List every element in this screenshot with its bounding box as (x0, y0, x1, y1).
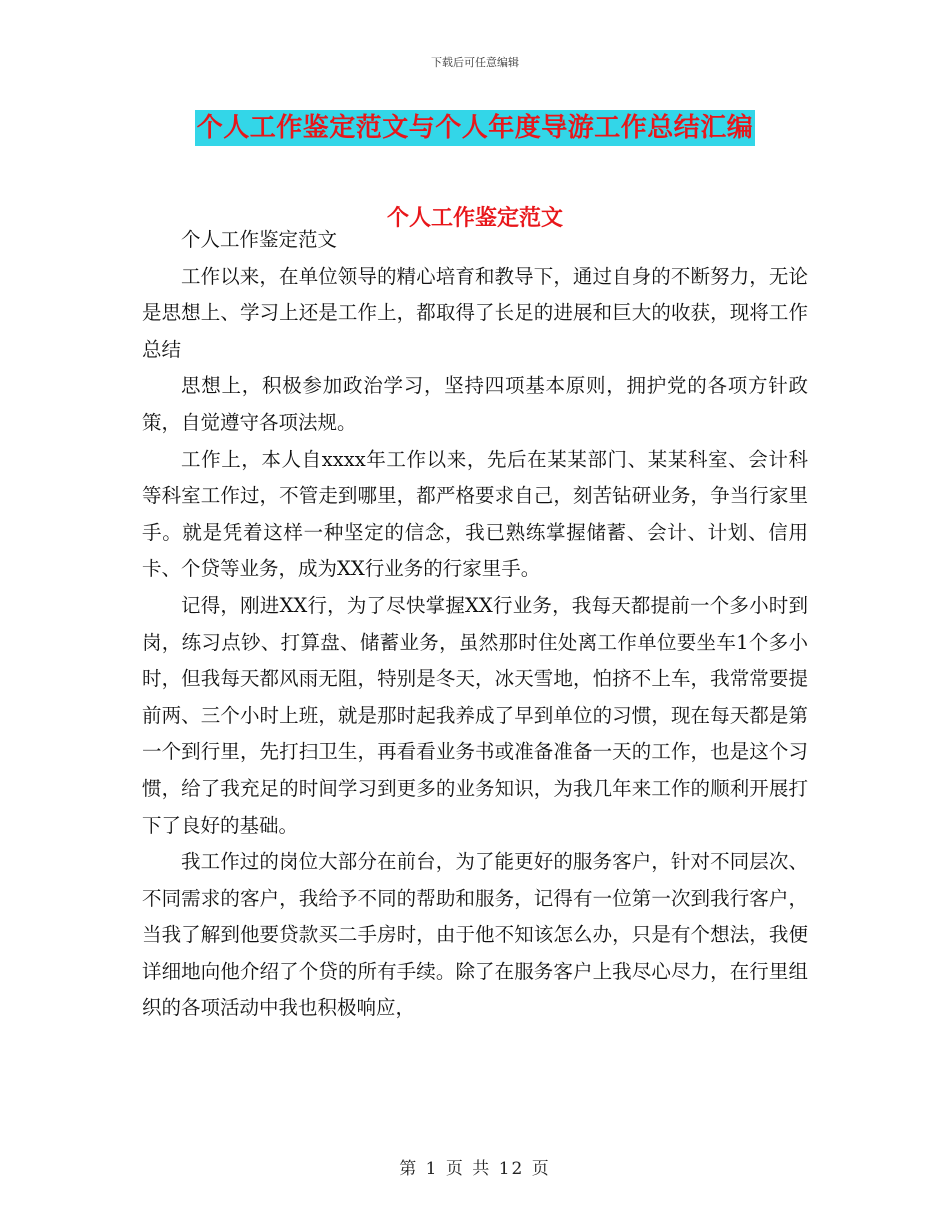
page-header-note: 下载后可任意编辑 (431, 56, 519, 69)
section-title: 个人工作鉴定范文 (386, 205, 563, 231)
document-title-text: 个人工作鉴定范文与个人年度导游工作总结汇编 (195, 110, 756, 146)
paragraph: 工作上，本人自xxxx年工作以来，先后在某某部门、某某科室、会计科等科室工作过，不管走到哪里，都严格要求自己，刻苦钻研业务，争当行家里手。就是凭着这样一种坚定的信念，我已熟练掌握储蓄、会计、计划、信用卡、个贷等业务，成为XX行业务的行家里手。 (142, 447, 808, 581)
paragraph: 思想上，积极参加政治学习，坚持四项基本原则，拥护党的各项方针政策，自觉遵守各项法规。 (142, 374, 808, 434)
page-number-footer: 第 1 页 共 12 页 (399, 1159, 551, 1179)
paragraph: 个人工作鉴定范文 (181, 228, 338, 251)
paragraph: 工作以来，在单位领导的精心培育和教导下，通过自身的不断努力，无论是思想上、学习上还是工作上，都取得了长足的进展和巨大的收获，现将工作总结 (142, 264, 808, 361)
paragraph: 记得，刚进XX行，为了尽快掌握XX行业务，我每天都提前一个多小时到岗，练习点钞、打算盘、储蓄业务，虽然那时住处离工作单位要坐车1个多小时，但我每天都风雨无阻，特别是冬天，冰天雪地，怕挤不上车，我常常要提前两、三个小时上班，就是那时起我养成了早到单位的习惯，现在每天都是第一个到行里，先打扫卫生，再看看业务书或准备准备一天的工作，也是这个习惯，给了我充足的时间学习到更多的业务知识，为我几年来工作的顺利开展打下了良好的基础。 (142, 593, 808, 837)
paragraph: 我工作过的岗位大部分在前台，为了能更好的服务客户，针对不同层次、不同需求的客户，我给予不同的帮助和服务，记得有一位第一次到我行客户，当我了解到他要贷款买二手房时，由于他不知该怎么办，只是有个想法，我便详细地向他介绍了个贷的所有手续。除了在服务客户上我尽心尽力，在行里组织的各项活动中我也积极响应， (142, 850, 808, 1020)
document-body (142, 222, 808, 1027)
document-title (0, 110, 950, 146)
